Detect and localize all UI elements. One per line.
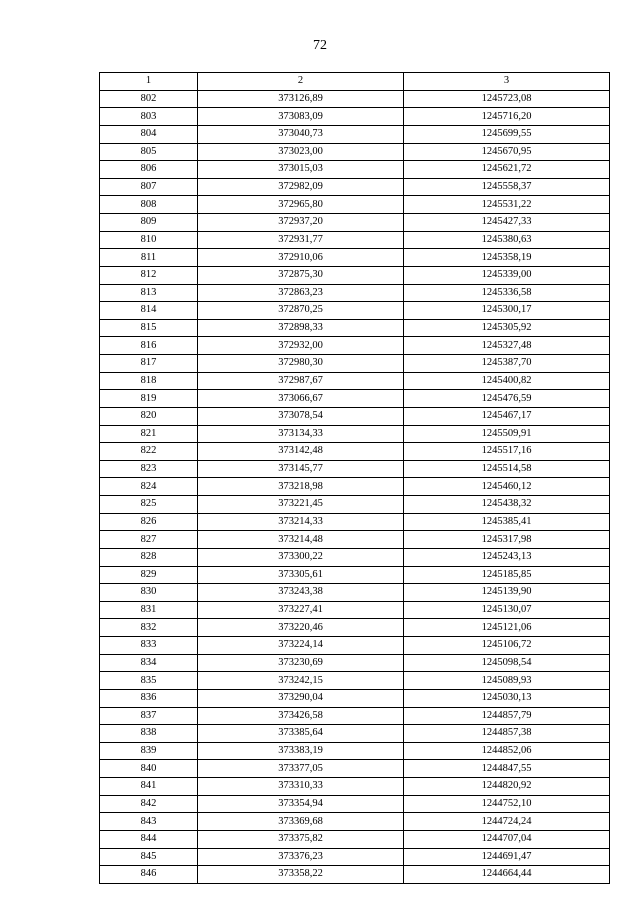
table-cell: 843	[100, 813, 198, 831]
table-cell: 373220,46	[198, 619, 404, 637]
table-cell: 1245185,85	[404, 566, 610, 584]
table-row	[100, 531, 610, 549]
table-row	[100, 813, 610, 831]
table-cell: 1244820,92	[404, 778, 610, 796]
table-row	[100, 566, 610, 584]
table-cell: 1245385,41	[404, 513, 610, 531]
table-cell: 373142,48	[198, 443, 404, 461]
table-cell: 373040,73	[198, 125, 404, 143]
table-cell: 373290,04	[198, 689, 404, 707]
table-cell: 1244724,24	[404, 813, 610, 831]
table-cell: 372980,30	[198, 355, 404, 373]
table-cell: 372932,00	[198, 337, 404, 355]
table-row	[100, 637, 610, 655]
page-number: 72	[313, 38, 327, 53]
table-cell: 373066,67	[198, 390, 404, 408]
table-cell: 372870,25	[198, 302, 404, 320]
table-row	[100, 513, 610, 531]
table-row	[100, 830, 610, 848]
table-row	[100, 161, 610, 179]
column-header-1: 1	[100, 73, 198, 91]
table-cell: 1245509,91	[404, 425, 610, 443]
table-cell: 372910,06	[198, 249, 404, 267]
table-row	[100, 143, 610, 161]
table-row	[100, 760, 610, 778]
table-header-row	[100, 73, 610, 91]
table-cell: 829	[100, 566, 198, 584]
table-cell: 373242,15	[198, 672, 404, 690]
column-header-2: 2	[198, 73, 404, 91]
table-cell: 805	[100, 143, 198, 161]
table-cell: 1245723,08	[404, 90, 610, 108]
table-cell: 372937,20	[198, 214, 404, 232]
table-cell: 844	[100, 830, 198, 848]
table-cell: 1245517,16	[404, 443, 610, 461]
table-cell: 373214,48	[198, 531, 404, 549]
table-cell: 1245699,55	[404, 125, 610, 143]
table-cell: 1245327,48	[404, 337, 610, 355]
table-cell: 1245531,22	[404, 196, 610, 214]
table-cell: 1244664,44	[404, 866, 610, 884]
table-cell: 373354,94	[198, 795, 404, 813]
table-cell: 840	[100, 760, 198, 778]
table-row	[100, 460, 610, 478]
table-row	[100, 795, 610, 813]
coordinates-table	[99, 72, 610, 884]
table-row	[100, 478, 610, 496]
table-cell: 841	[100, 778, 198, 796]
table-row	[100, 90, 610, 108]
table-cell: 1245387,70	[404, 355, 610, 373]
table-row	[100, 496, 610, 514]
table-cell: 373369,68	[198, 813, 404, 831]
table-cell: 1245621,72	[404, 161, 610, 179]
table-cell: 1245305,92	[404, 319, 610, 337]
table-cell: 821	[100, 425, 198, 443]
table-cell: 810	[100, 231, 198, 249]
table-cell: 373230,69	[198, 654, 404, 672]
table-cell: 372863,23	[198, 284, 404, 302]
table-row	[100, 390, 610, 408]
table-cell: 1245339,00	[404, 266, 610, 284]
table-cell: 373134,33	[198, 425, 404, 443]
column-header-3: 3	[404, 73, 610, 91]
table-cell: 373383,19	[198, 742, 404, 760]
table-cell: 1244691,47	[404, 848, 610, 866]
table-row	[100, 355, 610, 373]
table-cell: 372982,09	[198, 178, 404, 196]
table-cell: 373376,23	[198, 848, 404, 866]
table-cell: 807	[100, 178, 198, 196]
table-cell: 373015,03	[198, 161, 404, 179]
table-row	[100, 178, 610, 196]
table-row	[100, 302, 610, 320]
table-cell: 802	[100, 90, 198, 108]
table-cell: 1245716,20	[404, 108, 610, 126]
table-row	[100, 249, 610, 267]
table-cell: 1245400,82	[404, 372, 610, 390]
table-cell: 842	[100, 795, 198, 813]
table-cell: 1245030,13	[404, 689, 610, 707]
table-cell: 809	[100, 214, 198, 232]
table-cell: 373426,58	[198, 707, 404, 725]
table-cell: 846	[100, 866, 198, 884]
table-cell: 1245121,06	[404, 619, 610, 637]
table-cell: 818	[100, 372, 198, 390]
table-cell: 830	[100, 584, 198, 602]
table-cell: 373375,82	[198, 830, 404, 848]
table-cell: 1245476,59	[404, 390, 610, 408]
table-cell: 373385,64	[198, 725, 404, 743]
table-cell: 373377,05	[198, 760, 404, 778]
table-cell: 372875,30	[198, 266, 404, 284]
table-cell: 1245427,33	[404, 214, 610, 232]
table-cell: 373300,22	[198, 548, 404, 566]
table-cell: 815	[100, 319, 198, 337]
table-cell: 813	[100, 284, 198, 302]
table-cell: 834	[100, 654, 198, 672]
table-cell: 819	[100, 390, 198, 408]
table-row	[100, 125, 610, 143]
table-row	[100, 425, 610, 443]
table-cell: 373083,09	[198, 108, 404, 126]
table-cell: 837	[100, 707, 198, 725]
table-cell: 825	[100, 496, 198, 514]
table-cell: 845	[100, 848, 198, 866]
table-cell: 373078,54	[198, 407, 404, 425]
table-cell: 1245243,13	[404, 548, 610, 566]
table-cell: 804	[100, 125, 198, 143]
table-row	[100, 443, 610, 461]
table-row	[100, 407, 610, 425]
table-cell: 833	[100, 637, 198, 655]
table-cell: 373243,38	[198, 584, 404, 602]
table-cell: 832	[100, 619, 198, 637]
table-row	[100, 689, 610, 707]
table-cell: 373358,22	[198, 866, 404, 884]
table-cell: 811	[100, 249, 198, 267]
table-cell: 1244847,55	[404, 760, 610, 778]
table-cell: 1245139,90	[404, 584, 610, 602]
table-cell: 1245358,19	[404, 249, 610, 267]
table-row	[100, 108, 610, 126]
table-cell: 1245106,72	[404, 637, 610, 655]
table-cell: 835	[100, 672, 198, 690]
table-row	[100, 619, 610, 637]
table-cell: 816	[100, 337, 198, 355]
table-cell: 1245089,93	[404, 672, 610, 690]
table-cell: 373305,61	[198, 566, 404, 584]
table-cell: 1245130,07	[404, 601, 610, 619]
table-row	[100, 707, 610, 725]
table-cell: 1244707,04	[404, 830, 610, 848]
table-cell: 839	[100, 742, 198, 760]
table-cell: 824	[100, 478, 198, 496]
table-row	[100, 548, 610, 566]
table-cell: 828	[100, 548, 198, 566]
table-cell: 822	[100, 443, 198, 461]
table-cell: 373214,33	[198, 513, 404, 531]
table-cell: 820	[100, 407, 198, 425]
table-row	[100, 778, 610, 796]
table-row	[100, 231, 610, 249]
table-cell: 831	[100, 601, 198, 619]
table-cell: 373218,98	[198, 478, 404, 496]
table-cell: 373023,00	[198, 143, 404, 161]
table-cell: 823	[100, 460, 198, 478]
table-row	[100, 672, 610, 690]
table-body	[100, 90, 610, 883]
table-cell: 373221,45	[198, 496, 404, 514]
table-cell: 372931,77	[198, 231, 404, 249]
table-cell: 812	[100, 266, 198, 284]
table-row	[100, 319, 610, 337]
table-cell: 838	[100, 725, 198, 743]
table-cell: 1244752,10	[404, 795, 610, 813]
table-row	[100, 848, 610, 866]
table-cell: 827	[100, 531, 198, 549]
table-row	[100, 266, 610, 284]
table-cell: 836	[100, 689, 198, 707]
table-cell: 1244852,06	[404, 742, 610, 760]
table-cell: 808	[100, 196, 198, 214]
table-row	[100, 284, 610, 302]
table-cell: 372898,33	[198, 319, 404, 337]
table-row	[100, 725, 610, 743]
table-cell: 372987,67	[198, 372, 404, 390]
table-cell: 1245467,17	[404, 407, 610, 425]
table-row	[100, 584, 610, 602]
table-cell: 1245514,58	[404, 460, 610, 478]
table-cell: 372965,80	[198, 196, 404, 214]
table-cell: 1245098,54	[404, 654, 610, 672]
table-row	[100, 866, 610, 884]
table-row	[100, 601, 610, 619]
table-row	[100, 372, 610, 390]
table-row	[100, 214, 610, 232]
table-cell: 806	[100, 161, 198, 179]
table-cell: 1245670,95	[404, 143, 610, 161]
table-cell: 1245336,58	[404, 284, 610, 302]
table-cell: 1245317,98	[404, 531, 610, 549]
table-row	[100, 196, 610, 214]
table-cell: 1244857,38	[404, 725, 610, 743]
table-cell: 1245300,17	[404, 302, 610, 320]
table-row	[100, 337, 610, 355]
table-cell: 373227,41	[198, 601, 404, 619]
table-cell: 803	[100, 108, 198, 126]
table-cell: 1244857,79	[404, 707, 610, 725]
table-cell: 1245380,63	[404, 231, 610, 249]
table-cell: 817	[100, 355, 198, 373]
table-cell: 1245460,12	[404, 478, 610, 496]
table-row	[100, 654, 610, 672]
table-cell: 373224,14	[198, 637, 404, 655]
table-cell: 1245558,37	[404, 178, 610, 196]
table-cell: 373145,77	[198, 460, 404, 478]
table-cell: 373310,33	[198, 778, 404, 796]
table-cell: 1245438,32	[404, 496, 610, 514]
table-cell: 826	[100, 513, 198, 531]
table-cell: 373126,89	[198, 90, 404, 108]
table-cell: 814	[100, 302, 198, 320]
table-row	[100, 742, 610, 760]
